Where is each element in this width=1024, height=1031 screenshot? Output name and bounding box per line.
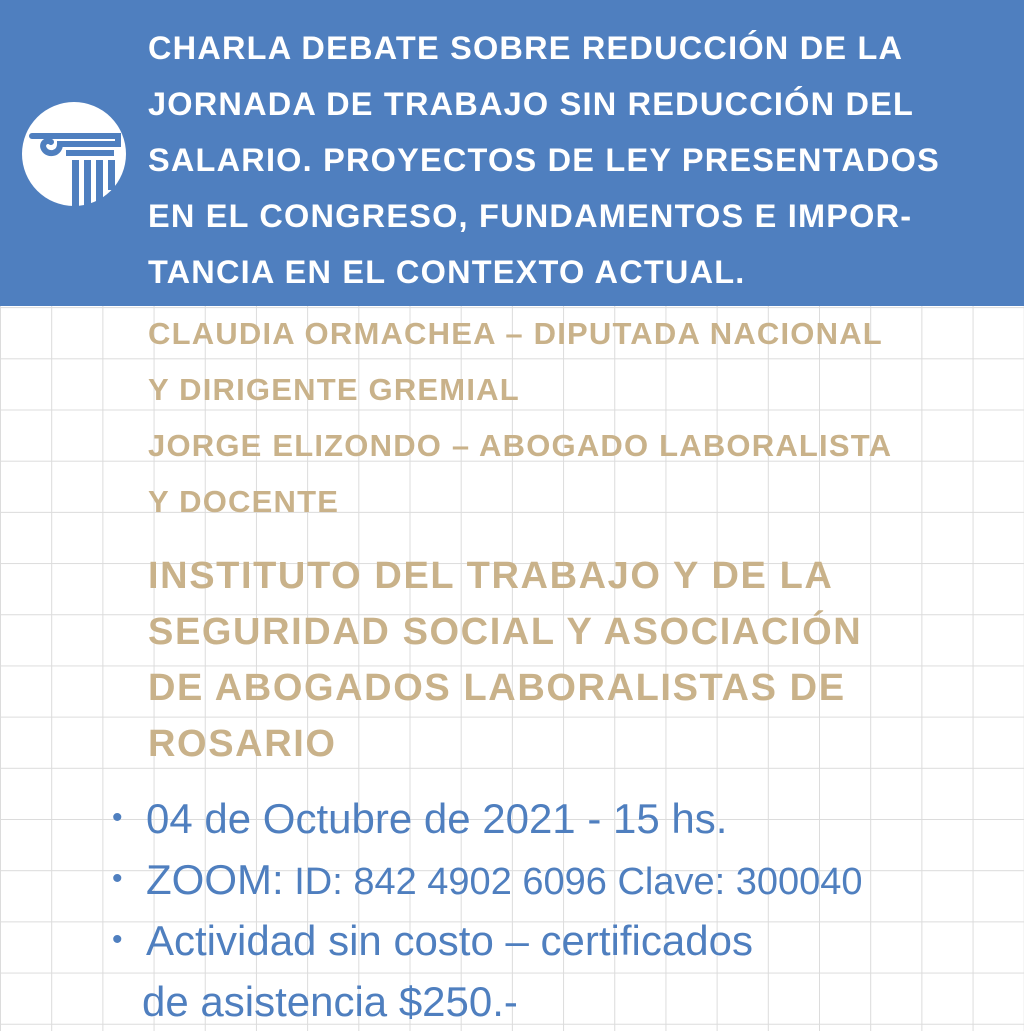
zoom-credentials: ID: 842 4902 6096 Clave: 300040 <box>283 860 863 903</box>
activity-text-continued: de asistencia $250.- <box>142 977 518 1025</box>
ionic-column-icon <box>22 102 126 206</box>
event-details <box>112 790 1012 1031</box>
bullet-icon: • <box>112 800 123 834</box>
organizer-line: SEGURIDAD SOCIAL Y ASOCIACIÓN <box>148 611 863 653</box>
activity-item <box>112 912 1012 973</box>
speakers-list <box>148 306 1008 530</box>
speaker-line: CLAUDIA ORMACHEA – DIPUTADA NACIONAL <box>148 316 883 351</box>
title-line: EN EL CONGRESO, FUNDAMENTOS E IMPOR- <box>148 198 913 234</box>
zoom-item <box>112 851 1012 912</box>
zoom-label: ZOOM: <box>146 855 284 903</box>
speaker-line: Y DIRIGENTE GREMIAL <box>148 372 520 407</box>
speaker-line: Y DOCENTE <box>148 484 340 519</box>
bullet-icon: • <box>112 861 123 895</box>
header-banner <box>0 0 1024 306</box>
title-line: TANCIA EN EL CONTEXTO ACTUAL. <box>148 254 746 290</box>
activity-text: Actividad sin costo – certificados <box>146 916 753 964</box>
speaker-line: JORGE ELIZONDO – ABOGADO LABORALISTA <box>148 428 893 463</box>
title-line: CHARLA DEBATE SOBRE REDUCCIÓN DE LA <box>148 30 904 66</box>
event-date: 04 de Octubre de 2021 - 15 hs. <box>146 795 728 842</box>
organizers <box>148 548 1008 772</box>
date-item <box>112 790 1012 851</box>
title-line: SALARIO. PROYECTOS DE LEY PRESENTADOS <box>148 142 941 178</box>
organizer-line: ROSARIO <box>148 723 337 765</box>
title-line: JORNADA DE TRABAJO SIN REDUCCIÓN DEL <box>148 86 915 122</box>
organizer-line: DE ABOGADOS LABORALISTAS DE <box>148 667 846 709</box>
event-title <box>148 20 1008 300</box>
organizer-line: INSTITUTO DEL TRABAJO Y DE LA <box>148 555 834 597</box>
bullet-icon: • <box>112 922 123 956</box>
